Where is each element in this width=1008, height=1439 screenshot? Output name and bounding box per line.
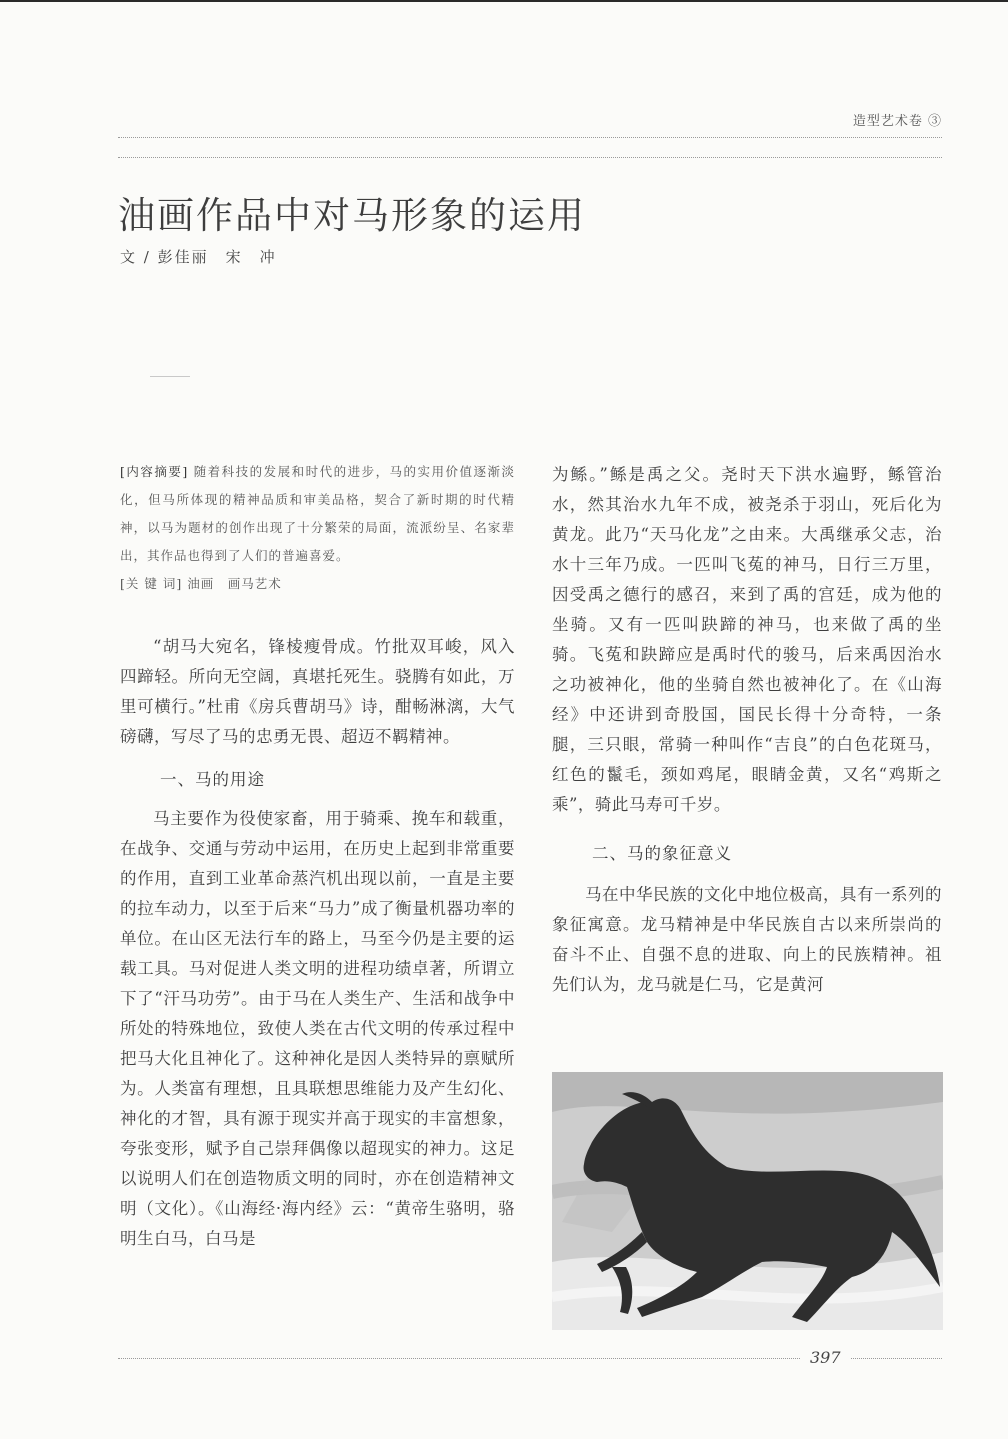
symbolism-paragraph: 马在中华民族的文化中地位极高，具有一系列的象征寓意。龙马精神是中华民族自古以来所崇尚的奋斗不止、自强不息的进取、向上的民族精神。祖先们认为，龙马就是仁马，它是黄河 [552,885,942,994]
abstract [120,458,515,570]
horse-painting [552,1072,943,1330]
section-heading-symbolism: 二、马的象征意义 [592,844,732,863]
abstract-text: 随着科技的发展和时代的进步，马的实用价值逐渐淡化，但马所体现的精神品质和审美品格，契合了新时期的时代精神，以马为题材的创作出现了十分繁荣的局面，流派纷呈、名家辈出，其作品也得到了人们的普遍喜爱。 [120,464,515,563]
top-border [0,0,1008,2]
left-column [120,458,515,1254]
article-byline: 文 / 彭佳丽 宋 冲 [120,248,277,266]
section-label: 造型艺术卷 ③ [852,114,942,129]
right-column [552,460,942,1000]
intro-paragraph: “胡马大宛名，锋棱瘦骨成。竹批双耳峻，风入四蹄轻。所向无空阔，真堪托死生。骁腾有如此，万里可横行。”杜甫《房兵曹胡马》诗，酣畅淋漓，大气磅礴，写尽了马的忠勇无畏、超迈不羁精神。 [120,637,515,746]
uses-paragraph: 马主要作为役使家畜，用于骑乘、挽车和载重，在战争、交通与劳动中运用，在历史上起到非常重要的作用，直到工业革命蒸汽机出现以前，一直是主要的拉车动力，以至于后来“马力”成了衡量机器功率的单位。在山区无法行车的路上，马至今仍是主要的运载工具。马对促进人类文明的进程功绩卓著，所谓立下了“汗马功劳”。由于马在人类生产、生活和战争中所处的特殊地位，致使人类在古代文明的传承过程中把马大化且神化了。这种神化是因人类特异的禀赋所为。人类富有理想，且具联想思维能力及产生幻化、神化的才智，具有源于现实并高于现实的丰富想象，夸张变形，赋予自己崇拜偶像以超现实的神力。这足以说明人们在创造物质文明的同时，亦在创造精神文明（文化）。《山海经·海内经》云：“黄帝生骆明，骆明生白马，白马是 [120,809,515,1248]
keywords-tag: [关 键 词] [120,576,183,591]
page-number: 397 [800,1348,851,1367]
keywords [120,570,515,598]
horse-painting-svg [552,1072,943,1330]
header-rule-2 [118,157,942,158]
abstract-tag: [内容摘要] [120,464,189,479]
section-heading-uses: 一、马的用途 [160,770,265,789]
keywords-text: 油画 画马艺术 [187,576,282,591]
scan-mark [150,376,190,377]
header-rule-1 [118,137,942,138]
continued-paragraph: 为鲧。”鲧是禹之父。尧时天下洪水遍野，鲧管治水，然其治水九年不成，被尧杀于羽山，死后化为黄龙。此乃“天马化龙”之由来。大禹继承父志，治水十三年乃成。一匹叫飞菟的神马，日行三万里，因受禹之德行的感召，来到了禹的宫廷，成为他的坐骑。又有一匹叫趹蹄的神马，也来做了禹的坐骑。飞菟和趹蹄应是禹时代的骏马，后来禹因治水之功被神化，他的坐骑自然也被神化了。在《山海经》中还讲到奇股国，国民长得十分奇特，一条腿，三只眼，常骑一种叫作“吉良”的白色花斑马，红色的鬣毛，颈如鸡尾，眼睛金黄，又名“鸡斯之乘”，骑此马寿可千岁。 [552,465,942,814]
article-title: 油画作品中对马形象的运用 [118,194,586,237]
